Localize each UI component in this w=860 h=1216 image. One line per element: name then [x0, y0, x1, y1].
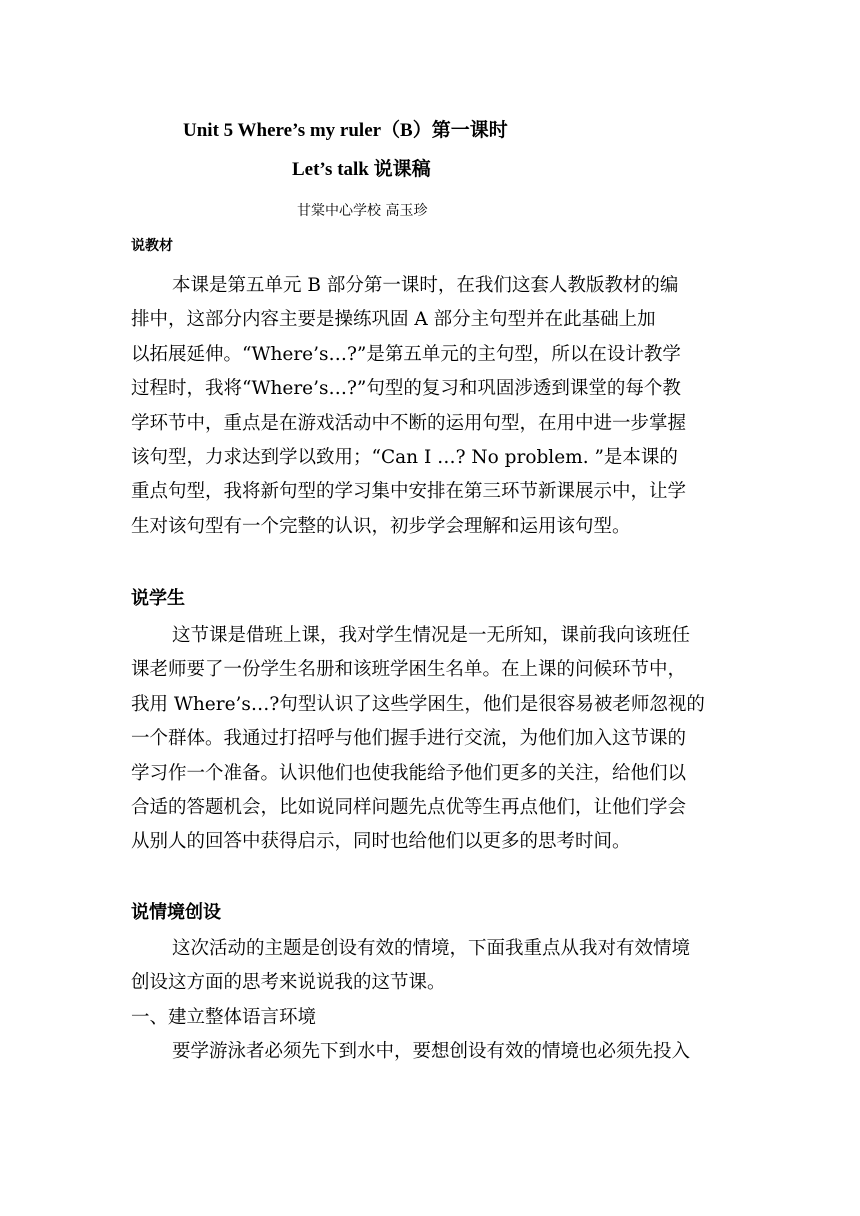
paragraph-subsection: [131, 1001, 731, 1070]
paragraph-line: 本课是第五单元 B 部分第一课时，在我们这套人教版教材的编: [172, 275, 679, 296]
paragraph-line: 排中，这部分内容主要是操练巩固 A 部分主句型并在此基础上加: [131, 309, 656, 331]
paragraph-line: 学环节中，重点是在游戏活动中不断的运用句型，在用中进一步掌握: [131, 412, 687, 434]
paragraph-line: 以拓展延伸。“Where’s…?”是第五单元的主句型，所以在设计教学: [131, 343, 681, 365]
paragraph-line: 创设这方面的思考来说说我的这节课。: [131, 972, 446, 994]
paragraph-line: 生对该句型有一个完整的认识，初步学会理解和运用该句型。: [131, 515, 631, 537]
paragraph-line: 这次活动的主题是创设有效的情境，下面我重点从我对有效情境: [172, 938, 691, 959]
paragraph-line: 从别人的回答中获得启示，同时也给他们以更多的思考时间。: [131, 831, 631, 853]
subsection-heading: 一、建立整体语言环境: [131, 1007, 317, 1028]
paragraph-line: 一个群体。我通过打招呼与他们握手进行交流，为他们加入这节课的: [131, 728, 687, 750]
paragraph-line: 过程时，我将“Where’s…?”句型的复习和巩固涉透到课堂的每个教: [131, 378, 681, 400]
paragraph-line: 学习作一个准备。认识他们也使我能给予他们更多的关注，给他们以: [131, 762, 687, 784]
author-line: 甘棠中心学校 高玉珍: [297, 203, 428, 219]
paragraph-line: 这节课是借班上课，我对学生情况是一无所知，课前我向该班任: [172, 625, 691, 646]
paragraph-line: 课老师要了一份学生名册和该班学困生名单。在上课的问候环节中，: [131, 659, 687, 681]
document-subtitle: Let’s talk 说课稿: [292, 159, 431, 180]
section-heading-textbook: 说教材: [131, 238, 173, 254]
paragraph-textbook: [131, 269, 731, 544]
paragraph-line: 我用 Where’s…?句型认识了这些学困生，他们是很容易被老师忽视的: [131, 693, 705, 715]
paragraph-students: [131, 619, 731, 860]
paragraph-line: 重点句型，我将新句型的学习集中安排在第三环节新课展示中，让学: [131, 481, 687, 503]
paragraph-line: 合适的答题机会，比如说同样问题先点优等生再点他们，让他们学会: [131, 796, 687, 818]
document-title: Unit 5 Where’s my ruler（B）第一课时: [183, 120, 508, 141]
paragraph-line: 该句型，力求达到学以致用；“Can I …? No problem. ”是本课的: [131, 446, 678, 468]
section-heading-context: 说情境创设: [131, 902, 221, 923]
paragraph-context: [131, 932, 731, 1001]
section-heading-students: 说学生: [131, 588, 185, 609]
paragraph-line: 要学游泳者必须先下到水中，要想创设有效的情境也必须先投入: [172, 1041, 691, 1063]
